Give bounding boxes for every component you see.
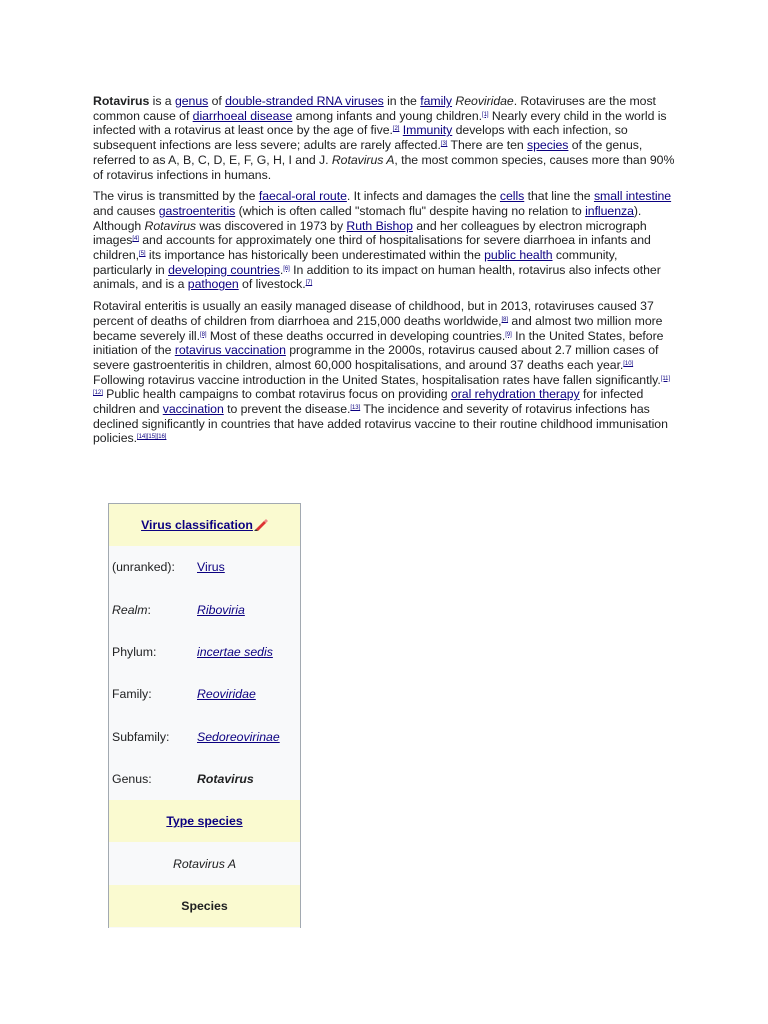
text-run: The virus is transmitted by the <box>93 189 259 204</box>
citation-ref[interactable]: [5] <box>139 251 146 258</box>
text-run: The incidence and severity of rotavirus infections has declined significantly in countries that have added rotavirus vaccine to their routine childhood immunisation policies. <box>93 402 668 446</box>
taxon-link[interactable]: Reoviridae <box>197 687 256 702</box>
taxon-link[interactable]: Riboviria <box>197 602 245 617</box>
text-run: . Rotaviruses are the most common cause of <box>93 94 656 123</box>
text-run: Public health campaigns to combat rotavirus focus on providing <box>102 387 451 402</box>
text-run: develops with each infection, so subsequent infections are less severe; adults are rarely affected. <box>93 123 628 153</box>
taxon-value <box>197 560 300 574</box>
taxon-rank-label <box>109 730 197 744</box>
article-link[interactable]: family <box>420 94 453 108</box>
text-run: Rotaviral enteritis is usually an easily managed disease of childhood, but in 2013, rotaviruses caused 37 percent of deaths of children from diarrhoea and 215,000 deaths worldwide, <box>93 299 654 328</box>
text-run: and almost two million more became severely ill. <box>93 313 663 343</box>
italic-term: Rotavirus A <box>331 152 395 167</box>
article-link[interactable]: oral rehydration therapy <box>450 387 580 402</box>
text-run: Nearly every child in the world is infected with a rotavirus at least once by the age of five. <box>93 108 667 138</box>
article-link[interactable]: genus <box>174 94 209 108</box>
italic-term: Reoviridae <box>455 94 514 108</box>
text-run: that line the <box>524 189 594 204</box>
article-body <box>93 94 675 453</box>
citation-ref[interactable]: [8] <box>199 331 207 338</box>
paragraph-3 <box>93 299 675 446</box>
taxon-value <box>197 603 300 617</box>
taxon-value <box>197 687 300 701</box>
taxon-name: Rotavirus <box>197 771 254 786</box>
text-run: . It infects and damages the <box>346 189 500 204</box>
citation-ref[interactable]: [3] <box>440 141 448 148</box>
taxon-rank-label <box>109 772 197 786</box>
article-link[interactable]: pathogen <box>187 277 239 292</box>
citation-ref[interactable]: [11][12] <box>93 375 671 397</box>
text-run: , the most common species, causes more than 90% of rotavirus infections in humans. <box>93 152 675 182</box>
text-run: . <box>279 262 284 277</box>
taxobox-header <box>109 504 300 546</box>
taxobox-row <box>109 631 300 673</box>
taxobox-row <box>109 673 300 715</box>
taxon-rank-text: Family: <box>112 687 152 702</box>
type-species-link[interactable]: Type species <box>166 814 243 829</box>
text-run: to prevent the disease. <box>223 402 351 417</box>
type-species-name: Rotavirus A <box>172 856 237 871</box>
text-run: In addition to its impact on human health, rotavirus also infects other animals, and is a <box>93 262 661 292</box>
taxon-value <box>197 645 300 659</box>
taxobox-rows <box>109 546 300 800</box>
citation-ref[interactable]: [14][15][16] <box>136 434 167 441</box>
article-link[interactable]: public health <box>484 248 553 263</box>
taxon-value <box>197 772 300 786</box>
type-species-header <box>109 800 300 842</box>
taxon-link[interactable]: Sedoreovirinae <box>197 729 280 744</box>
citation-ref[interactable]: [1] <box>481 111 489 118</box>
text-run: programme in the 2000s, rotavirus caused about 2.7 million cases of severe gastroenteritis in children, almost 60,000 hospitalisations, and around 37 deaths each year. <box>93 343 659 372</box>
article-link[interactable]: Ruth Bishop <box>346 218 413 233</box>
text-run: its importance has historically been underestimated within the <box>145 248 485 263</box>
text-run: of the genus, referred to as A, B, C, D, E, F, G, H, I and J. <box>93 138 643 167</box>
text-run: and accounts for approximately one third of hospitalisations for severe diarrhoea in infants and children, <box>93 233 651 263</box>
text-run: is a <box>149 94 175 108</box>
italic-term: Rotavirus <box>144 218 197 233</box>
citation-ref[interactable]: [13] <box>350 405 361 412</box>
taxon-rank-text: (unranked): <box>112 560 175 575</box>
text-run: of livestock. <box>238 277 306 292</box>
text-run: of <box>208 94 226 108</box>
article-link[interactable]: vaccination <box>162 402 224 417</box>
edit-pencil-icon[interactable] <box>254 519 268 531</box>
taxobox-row <box>109 589 300 631</box>
text-run: and her colleagues by electron micrograph images <box>93 218 647 248</box>
text-run: In the United States, before initiation of the <box>93 328 664 358</box>
article-link[interactable]: Immunity <box>402 123 453 138</box>
citation-ref[interactable]: [10] <box>623 360 634 367</box>
paragraph-2 <box>93 189 675 292</box>
article-link[interactable]: rotavirus vaccination <box>174 343 286 358</box>
article-link[interactable]: influenza <box>585 203 634 218</box>
type-species-value <box>109 842 300 884</box>
taxon-rank-text: Genus: <box>112 771 152 786</box>
taxon-rank-text: Phylum: <box>112 645 157 660</box>
taxon-rank-label <box>109 560 197 574</box>
species-header: Species <box>109 885 300 927</box>
taxon-rank-label <box>109 687 197 701</box>
citation-ref[interactable]: [7] <box>305 280 313 287</box>
bold-term: Rotavirus <box>93 94 150 108</box>
taxon-value <box>197 730 300 744</box>
citation-ref[interactable]: [9] <box>505 331 512 338</box>
taxobox <box>108 503 301 928</box>
taxobox-row <box>109 758 300 800</box>
text-run: was discovered in 1973 by <box>196 218 347 233</box>
virus-classification-link[interactable]: Virus classification <box>141 518 253 533</box>
taxon-link[interactable]: incertae sedis <box>197 645 273 660</box>
taxon-link[interactable]: Virus <box>197 560 225 575</box>
taxon-rank-label <box>109 645 197 659</box>
text-run: among infants and young children. <box>292 108 482 123</box>
citation-ref[interactable]: [8] <box>501 316 509 323</box>
article-link[interactable]: cells <box>499 189 525 204</box>
taxobox-row <box>109 715 300 757</box>
text-run: and causes <box>93 203 159 218</box>
paragraph-1 <box>93 94 675 182</box>
citation-ref[interactable]: [4] <box>132 236 139 243</box>
article-link[interactable]: faecal-oral route <box>258 189 347 204</box>
text-run: Following rotavirus vaccine introduction in the United States, hospitalisation rates have fallen significantly. <box>93 372 661 387</box>
taxon-rank-text: Subfamily: <box>112 729 170 744</box>
article-link[interactable]: developing countries <box>168 262 280 277</box>
text-run: for infected children and <box>93 387 644 417</box>
citation-ref[interactable]: [2] <box>392 126 400 133</box>
taxobox-row <box>109 546 300 588</box>
article-link[interactable]: species <box>527 138 569 153</box>
article-link[interactable]: small intestine <box>593 189 672 204</box>
article-link[interactable]: gastroenteritis <box>158 203 236 218</box>
taxon-rank-label <box>109 603 197 617</box>
text-run: There are ten <box>447 138 528 153</box>
taxon-rank-suffix: : <box>147 602 151 617</box>
text-run: (which is often called "stomach flu" despite having no relation to <box>235 203 586 218</box>
text-run: in the <box>383 94 421 108</box>
article-link[interactable]: double-stranded RNA viruses <box>225 94 384 108</box>
article-link[interactable]: diarrhoeal disease <box>192 108 293 123</box>
citation-ref[interactable]: [6] <box>283 265 290 272</box>
text-run: community, particularly in <box>93 248 618 277</box>
text-run: Most of these deaths occurred in developing countries. <box>206 328 506 343</box>
taxon-rank-text: Realm <box>112 602 148 617</box>
text-run: ). Although <box>93 203 642 233</box>
